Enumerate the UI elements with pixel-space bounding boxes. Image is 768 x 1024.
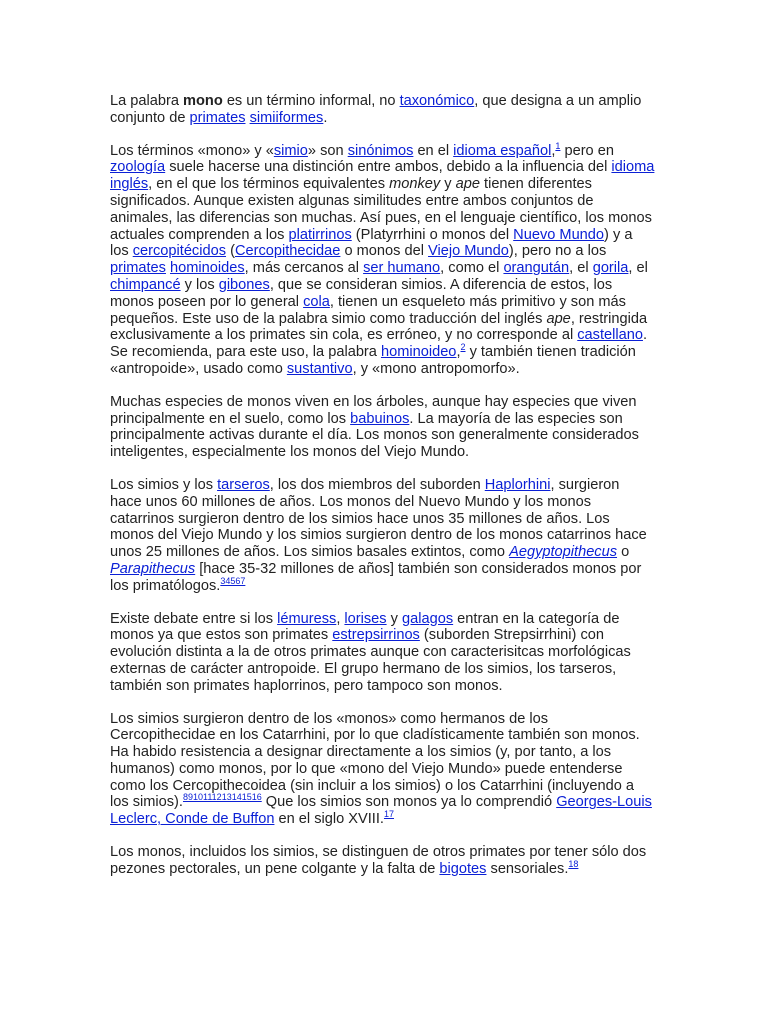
link-chimpance[interactable]: chimpancé — [110, 276, 181, 293]
text: Muchas especies de monos viven en los árboles, aunque hay especies que viven principalmente en el suelo, como los — [110, 393, 637, 427]
text: o — [617, 544, 630, 561]
text: Los simios y los — [110, 476, 218, 493]
link-sustantivo[interactable]: sustantivo — [286, 360, 353, 377]
link-buffon[interactable]: Georges-Louis Leclerc, Conde de Buffon — [110, 794, 652, 828]
text: (Platyrrhini o monos del — [351, 226, 514, 243]
text: en el — [413, 142, 454, 159]
paragraph-intro — [110, 93, 655, 127]
paragraph-evolucion — [110, 477, 655, 595]
text: Los simios surgieron dentro de los «monos» como hermanos de los Cercopithecidae en los Catarrhini, por lo que cladísticamente también son monos. Ha habido resistencia a designar directamente a los simios (y, por tanto, a los humanos) como monos, por lo que «mono del Viejo Mundo» puede entenderse como los Cercopithecoidea (sin incluir a los simios) o los Catarrhini (incluyendo a los simios). — [110, 710, 640, 811]
century-xviii: XVIII — [348, 811, 380, 828]
text: » son — [307, 142, 348, 159]
link-hominoideo[interactable]: hominoideo — [380, 344, 457, 361]
link-sinonimos[interactable]: sinónimos — [347, 142, 414, 159]
text: y — [440, 176, 456, 193]
link-haplorhini[interactable]: Haplorhini — [484, 476, 551, 493]
link-lorises[interactable]: lorises — [344, 610, 387, 627]
text: , que se consideran simios. A diferencia de estos, los monos poseen por lo general — [110, 276, 613, 310]
text: (suborden Strepsirrhini) con evolución distinta a la de otros primates aunque con caracterisitcas morfológicas externas de carácter antropoide. El grupo hermano de los simios, los tarseros, también son primates haplorrinos, pero tampoco son monos. — [110, 627, 631, 694]
link-taxonomico[interactable]: taxonómico — [399, 93, 475, 109]
text: , como el — [440, 260, 504, 277]
link-orangutan[interactable]: orangután — [503, 260, 570, 277]
text: , — [456, 344, 461, 361]
link-primates-2[interactable]: primates — [110, 260, 166, 277]
link-idioma-ingles[interactable]: idioma inglés — [110, 159, 655, 193]
link-bigotes[interactable]: bigotes — [439, 860, 487, 877]
text: es un término informal, no — [222, 93, 400, 109]
term-ape: ape — [455, 176, 480, 193]
text: y también tienen tradición «antropoide», usado como — [110, 344, 636, 377]
link-castellano[interactable]: castellano — [577, 327, 643, 344]
paragraph-distincion — [110, 844, 655, 878]
reference-link[interactable]: 18 — [568, 858, 579, 869]
text: ) y a los — [110, 226, 633, 260]
link-idioma-espanol[interactable]: idioma español — [453, 142, 552, 159]
text: en el siglo — [274, 811, 349, 828]
text: , más cercanos al — [244, 260, 364, 277]
text: Que los simios son monos ya lo comprendió — [261, 794, 557, 811]
text: tienen diferentes significados. Aunque existen algunas similitudes entre ambos conjuntos de animales, las diferencias son muchas. Así pues, en el lenguaje científico, los monos actuales comprenden a los — [110, 176, 652, 243]
text: suele hacerse una distinción entre ambos, debido a la influencia del — [165, 159, 612, 176]
link-cercopitecidos[interactable]: cercopitécidos — [132, 243, 227, 260]
link-zoologia[interactable]: zoología — [110, 159, 166, 176]
link-lemuress[interactable]: lémuress — [277, 610, 337, 627]
text: , el — [628, 260, 648, 277]
link-ser-humano[interactable]: ser humano — [363, 260, 441, 277]
text: . La mayoría de las especies son principalmente activas durante el día. Los monos son generalmente considerados inteligentes, especialmente los monos del Viejo Mundo. — [110, 410, 639, 461]
link-hominoides[interactable]: hominoides — [170, 260, 245, 277]
link-gorila[interactable]: gorila — [592, 260, 629, 277]
text: , y «mono antropomorfo». — [352, 360, 520, 377]
text: , restringida exclusivamente a los primates sin cola, es erróneo, y no corresponde al — [110, 310, 648, 344]
link-aegyptopithecus[interactable]: Aegyptopithecus — [509, 544, 618, 561]
text: Existe debate entre si los — [110, 610, 278, 627]
text: . — [323, 109, 328, 126]
text: , los dos miembros del suborden — [269, 476, 485, 493]
text: ), pero no a los — [508, 243, 607, 260]
link-babuinos[interactable]: babuinos — [350, 410, 410, 427]
paragraph-debate — [110, 611, 655, 695]
link-tarseros[interactable]: tarseros — [217, 476, 270, 493]
text: Los términos «mono» y « — [110, 142, 274, 159]
text: , — [551, 142, 556, 159]
reference-18[interactable] — [568, 859, 578, 869]
link-simio[interactable]: simio — [273, 142, 308, 159]
text: [hace 35-32 millones de años] también son considerados monos por los primatólogos. — [110, 560, 642, 594]
text: ( — [226, 243, 235, 260]
link-estrepsirrinos[interactable]: estrepsirrinos — [332, 627, 420, 644]
link-galagos[interactable]: galagos — [402, 610, 454, 627]
paragraph-cladistica — [110, 711, 655, 829]
text: , el — [569, 260, 593, 277]
text: sensoriales. — [486, 860, 569, 877]
reference-34567[interactable] — [220, 576, 245, 586]
term-mono: mono — [183, 93, 223, 109]
text: , tienen un esqueleto más primitivo y son más pequeños. Este uso de la palabra simio como traducción del inglés — [110, 293, 626, 327]
link-nuevo-mundo[interactable]: Nuevo Mundo — [513, 226, 605, 243]
link-parapithecus[interactable]: Parapithecus — [110, 560, 196, 577]
reference-8-16[interactable] — [183, 792, 262, 802]
reference-link[interactable]: 8910111213141516 — [182, 792, 262, 803]
link-platirrinos[interactable]: platirrinos — [288, 226, 352, 243]
text: . — [379, 811, 384, 828]
link-primates[interactable]: primates — [189, 109, 246, 126]
link-cercopithecidae[interactable]: Cercopithecidae — [234, 243, 341, 260]
link-cola[interactable]: cola — [303, 293, 330, 310]
reference-link[interactable]: 17 — [383, 809, 394, 820]
link-gibones[interactable]: gibones — [218, 276, 270, 293]
term-monkey: monkey — [389, 176, 441, 193]
article-body — [110, 93, 655, 894]
text: Los monos, incluidos los simios, se distinguen de otros primates por tener sólo dos pezones pectorales, un pene colgante y la falta de — [110, 844, 647, 877]
text: y — [386, 610, 402, 627]
text: , surgieron hace unos 60 millones de años. Los monos del Nuevo Mundo y los monos catarrinos surgieron dentro de los simios hace unos 35 millones de años. Los monos del Viejo Mundo y los simios surgieron dentro de los monos catarrinos hace unos 25 millones de años. Los simios basales extintos, como — [110, 476, 647, 561]
link-viejo-mundo[interactable]: Viejo Mundo — [428, 243, 509, 260]
text: La palabra — [110, 93, 184, 109]
link-simiiformes[interactable]: simiiformes — [249, 109, 324, 126]
text: . Se recomienda, para este uso, la palabra — [110, 327, 648, 361]
paragraph-especies — [110, 394, 655, 461]
text: pero en — [560, 142, 614, 159]
text: o monos del — [340, 243, 429, 260]
reference-link[interactable]: 1 — [555, 140, 561, 151]
text: , que designa a un amplio conjunto de — [110, 93, 642, 126]
reference-17[interactable] — [384, 809, 394, 819]
text: y los — [180, 276, 219, 293]
text: entran en la categoría de monos ya que estos son primates — [110, 610, 620, 644]
text: , en el que los términos equivalentes — [148, 176, 390, 193]
text: , — [336, 610, 345, 627]
paragraph-terminos — [110, 140, 655, 378]
term-ape-2: ape — [546, 310, 571, 327]
reference-link[interactable]: 34567 — [220, 575, 246, 586]
reference-link[interactable]: 2 — [460, 342, 466, 353]
